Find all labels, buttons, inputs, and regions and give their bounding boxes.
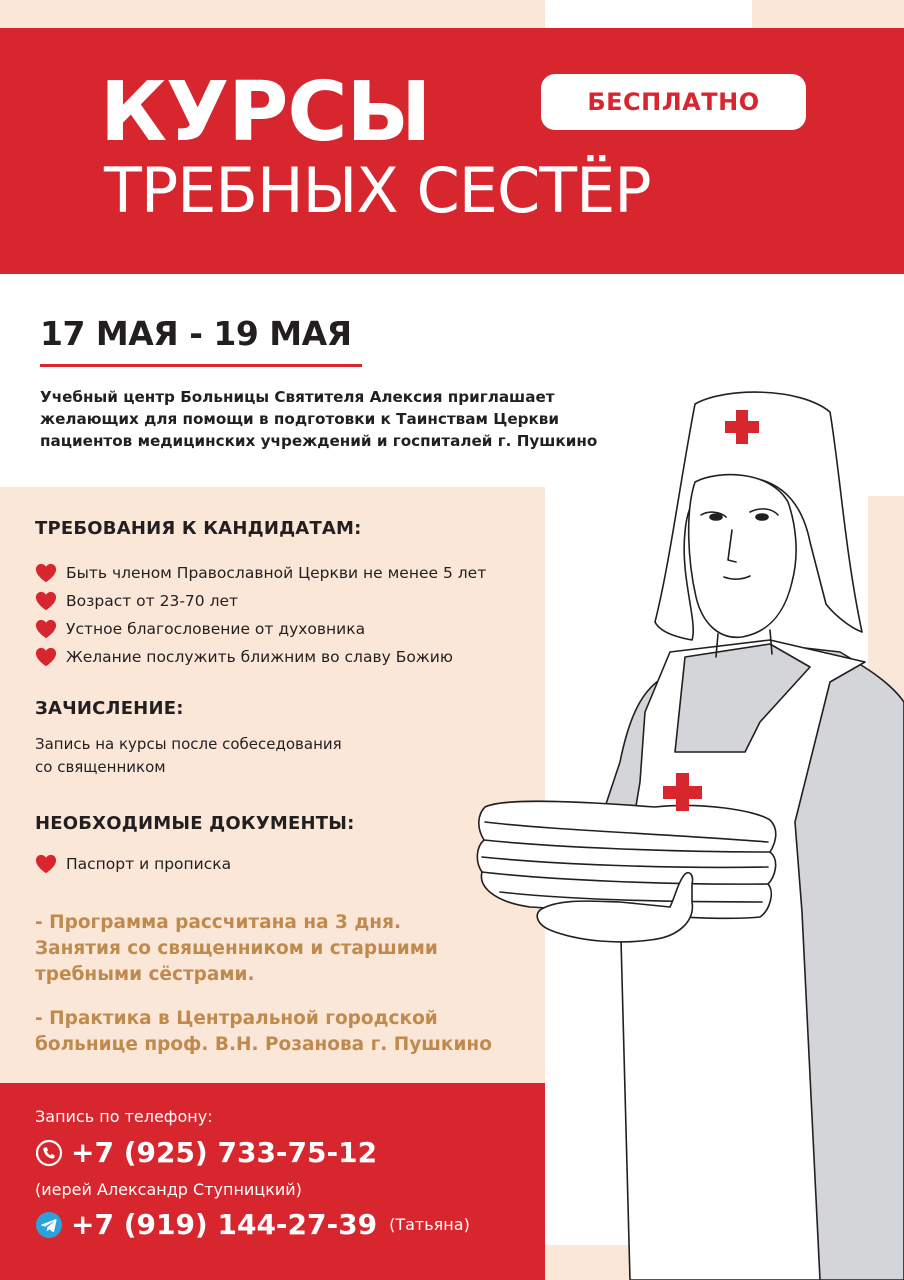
heart-icon xyxy=(35,853,57,875)
free-badge: БЕСПЛАТНО xyxy=(541,74,806,130)
page-subtitle: ТРЕБНЫХ СЕСТЁР xyxy=(104,154,651,227)
practice-note xyxy=(35,1006,492,1058)
heart-icon xyxy=(35,562,57,584)
note-line: больнице проф. В.Н. Розанова г. Пушкино xyxy=(35,1034,492,1055)
phone-2-person: (Татьяна) xyxy=(389,1215,470,1234)
intro-line: желающих для помощи в подготовки к Таинствам Церкви xyxy=(40,410,560,428)
bg-block xyxy=(0,0,545,28)
page-title: КУРСЫ xyxy=(100,65,431,160)
heart-icon xyxy=(35,590,57,612)
phone-row-2[interactable] xyxy=(35,1208,470,1241)
requirements-heading: ТРЕБОВАНИЯ К КАНДИДАТАМ: xyxy=(35,518,362,539)
phone-icon xyxy=(35,1139,63,1167)
list-item xyxy=(35,615,486,643)
list-item xyxy=(35,643,486,671)
list-item-text: Желание послужить ближним во славу Божию xyxy=(66,648,453,666)
requirements-list xyxy=(35,559,486,671)
contact-footer xyxy=(0,1083,545,1280)
program-note xyxy=(35,910,438,988)
note-line: требными сёстрами. xyxy=(35,964,255,985)
note-line: - Практика в Центральной городской xyxy=(35,1008,438,1029)
documents-heading: НЕОБХОДИМЫЕ ДОКУМЕНТЫ: xyxy=(35,813,355,834)
list-item-text: Быть членом Православной Церкви не менее 5 лет xyxy=(66,564,487,582)
intro-line: пациентов медицинских учреждений и госпиталей г. Пушкино xyxy=(40,432,598,450)
course-dates: 17 МАЯ - 19 МАЯ xyxy=(40,314,352,353)
bg-block xyxy=(752,0,904,28)
enrollment-heading: ЗАЧИСЛЕНИЕ: xyxy=(35,698,184,719)
phone-number-2[interactable]: +7 (919) 144-27-39 xyxy=(71,1208,378,1241)
dates-underline xyxy=(40,364,362,367)
list-item xyxy=(35,850,231,878)
list-item-text: Возраст от 23-70 лет xyxy=(66,592,239,610)
documents-list xyxy=(35,850,231,878)
heart-icon xyxy=(35,646,57,668)
contact-label: Запись по телефону: xyxy=(35,1107,213,1126)
list-item xyxy=(35,559,486,587)
list-item xyxy=(35,587,486,615)
intro-line: Учебный центр Больницы Святителя Алексия приглашает xyxy=(40,388,555,406)
enrollment-text xyxy=(35,733,342,779)
list-item-text: Устное благословение от духовника xyxy=(66,620,366,638)
header-banner xyxy=(0,28,904,274)
nurse-illustration xyxy=(470,382,904,1280)
enrollment-line: со священником xyxy=(35,758,166,776)
list-item-text: Паспорт и прописка xyxy=(66,855,232,873)
telegram-icon xyxy=(35,1211,63,1239)
phone-1-person: (иерей Александр Ступницкий) xyxy=(35,1180,302,1199)
phone-number-1[interactable]: +7 (925) 733-75-12 xyxy=(71,1136,378,1169)
note-line: - Программа рассчитана на 3 дня. xyxy=(35,912,401,933)
note-line: Занятия со священником и старшими xyxy=(35,938,438,959)
enrollment-line: Запись на курсы после собеседования xyxy=(35,735,342,753)
heart-icon xyxy=(35,618,57,640)
phone-row-1[interactable] xyxy=(35,1136,377,1169)
